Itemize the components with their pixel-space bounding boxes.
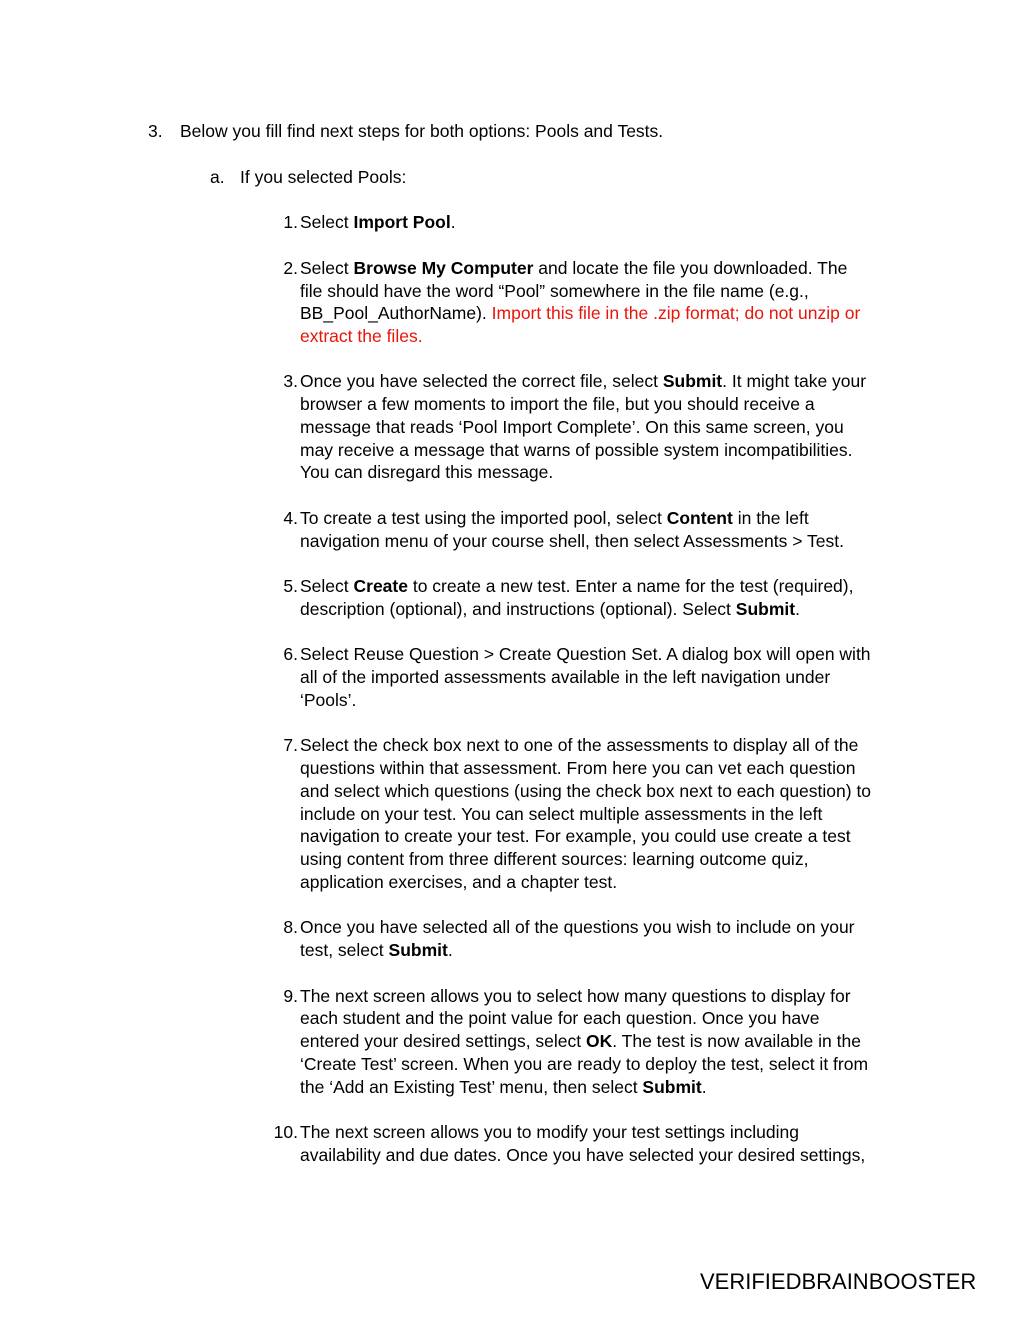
list-item-number: 4. (283, 508, 298, 528)
text-run: . It might take your (722, 371, 867, 391)
list-item-number: 6. (283, 644, 298, 664)
list-item-line (300, 1030, 861, 1053)
list-item-line: browser a few moments to import the file, but you should receive a (300, 394, 815, 414)
list-item-line: The next screen allows you to modify your test settings including (300, 1122, 799, 1142)
list-item-line: include on your test. You can select multiple assessments in the left (300, 804, 823, 824)
warning-text: extract the files. (300, 326, 423, 346)
list-item-line: ‘Pools’. (300, 690, 357, 710)
list-item-line (300, 939, 453, 962)
text-run: the ‘Add an Existing Test’ menu, then select (300, 1077, 643, 1097)
bold-term: Content (666, 508, 733, 528)
list-item-line: file should have the word “Pool” somewhere in the file name (e.g., (300, 281, 809, 301)
list-item-line: all of the imported assessments available in the left navigation under (300, 667, 831, 687)
warning-text: Import this file in the .zip format; do not unzip or (491, 303, 861, 323)
text-run: Select (300, 258, 354, 278)
bold-term: Submit (388, 940, 448, 960)
text-run: Once you have selected the correct file, select (300, 371, 663, 391)
list-item-line: each student and the point value for each question. Once you have (300, 1008, 820, 1028)
list-item-line: Select the check box next to one of the assessments to display all of the (300, 735, 859, 755)
list-item-line: application exercises, and a chapter test. (300, 872, 618, 892)
list-item-line: Select Reuse Question > Create Question Set. A dialog box will open with (300, 644, 871, 664)
text-run: . (447, 940, 453, 960)
text-run: . (795, 599, 800, 619)
text-run: To create a test using the imported pool, select (300, 508, 667, 528)
text-run: test, select (300, 940, 389, 960)
bold-term: Browse My Computer (353, 258, 534, 278)
option-letter: a. (210, 167, 225, 187)
list-item-line: You can disregard this message. (300, 462, 554, 482)
list-item-line: message that reads ‘Pool Import Complete’. On this same screen, you (300, 417, 844, 437)
text-run: Select (300, 576, 354, 596)
bold-term: Create (353, 576, 408, 596)
text-run: . The test is now available in the (612, 1031, 861, 1051)
list-item-number: 10. (273, 1122, 298, 1142)
list-item-line: The next screen allows you to select how many questions to display for (300, 986, 851, 1006)
text-run: BB_Pool_AuthorName). (300, 303, 492, 323)
list-item-number: 3. (283, 371, 298, 391)
list-item-line (300, 507, 809, 530)
bold-term: OK (586, 1031, 613, 1051)
list-item-number: 8. (283, 917, 298, 937)
step-text: Below you fill find next steps for both options: Pools and Tests. (180, 121, 664, 141)
text-run: in the left (732, 508, 809, 528)
list-item-line: using content from three different sources: learning outcome quiz, (300, 849, 809, 869)
watermark-text: VERIFIEDBRAINBOOSTER (700, 1269, 977, 1294)
list-item-number: 7. (283, 735, 298, 755)
text-run: . (450, 212, 456, 232)
bold-term: Submit (642, 1077, 702, 1097)
list-item-line (300, 598, 800, 621)
bold-term: Submit (735, 599, 796, 619)
list-item-line (300, 257, 847, 280)
list-item-line: navigation menu of your course shell, then select Assessments > Test. (300, 531, 844, 551)
list-item-number: 5. (283, 576, 298, 596)
list-item-line: questions within that assessment. From here you can vet each question (300, 758, 856, 778)
step-number: 3. (148, 121, 163, 141)
list-item-line: availability and due dates. Once you have selected your desired settings, (300, 1145, 866, 1165)
list-item-line (300, 575, 853, 598)
text-run: and locate the file you downloaded. The (533, 258, 848, 278)
list-item-line: ‘Create Test’ screen. When you are ready to deploy the test, select it from (300, 1054, 869, 1074)
list-item-line (300, 370, 866, 393)
text-run: Select (300, 212, 354, 232)
list-item-number: 9. (283, 986, 298, 1006)
bold-term: Import Pool (353, 212, 451, 232)
list-item-line: may receive a message that warns of possible system incompatibilities. (300, 440, 853, 460)
text-run: entered your desired settings, select (300, 1031, 586, 1051)
text-run: . (701, 1077, 707, 1097)
option-text: If you selected Pools: (240, 167, 407, 187)
list-item-number: 1. (283, 212, 298, 232)
list-item-number: 2. (283, 258, 298, 278)
list-item-line: navigation to create your test. For example, you could use create a test (300, 826, 851, 846)
list-item-line (300, 1076, 707, 1099)
list-item-line: and select which questions (using the check box next to each question) to (300, 781, 872, 801)
bold-term: Submit (662, 371, 723, 391)
text-run: to create a new test. Enter a name for the test (required), (407, 576, 854, 596)
text-run: description (optional), and instructions (optional). Select (300, 599, 736, 619)
list-item-line (300, 211, 456, 234)
list-item-line (300, 302, 860, 325)
list-item-line: Once you have selected all of the questions you wish to include on your (300, 917, 855, 937)
